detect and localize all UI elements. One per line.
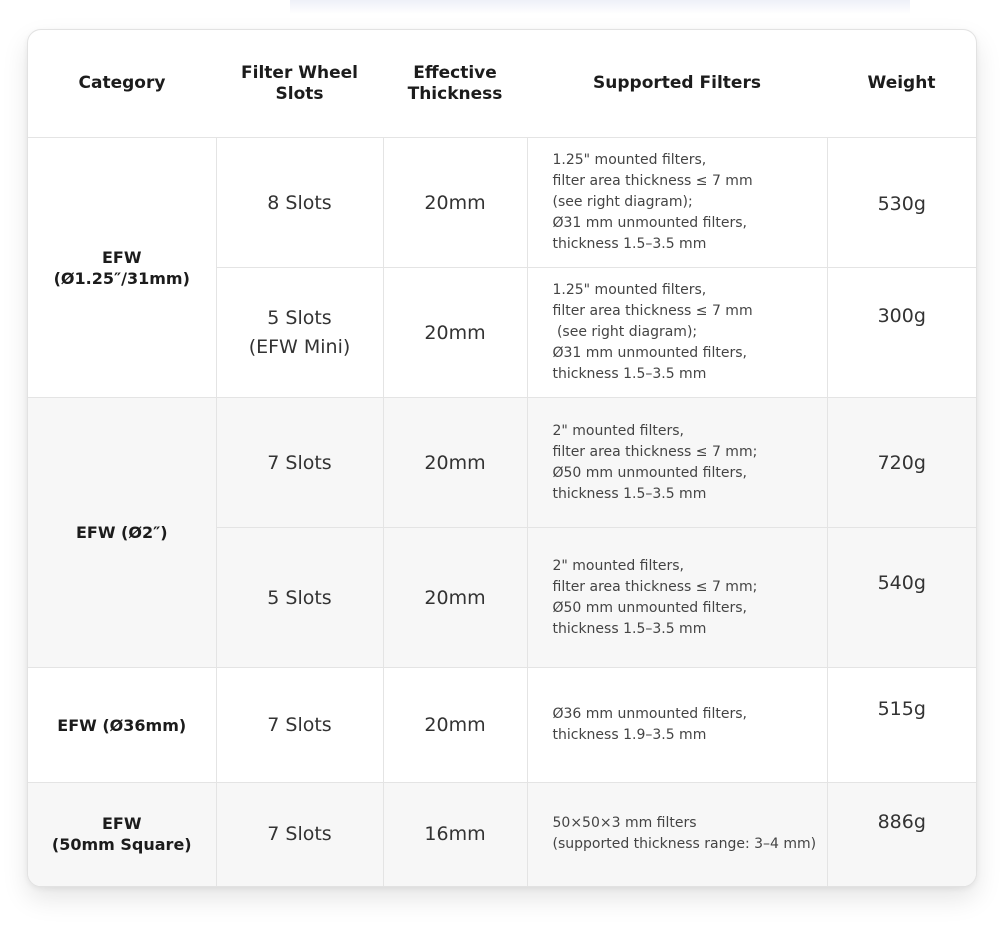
table-row: [28, 398, 976, 528]
table-row: [28, 783, 976, 886]
header-row: [28, 30, 976, 138]
slots-cell: 5 Slots: [216, 528, 383, 668]
weight-cell: 720g: [827, 398, 976, 528]
thickness-cell: 20mm: [383, 138, 527, 268]
slots-cell: 7 Slots: [216, 668, 383, 783]
thickness-cell: 20mm: [383, 668, 527, 783]
header-weight: Weight: [827, 30, 976, 138]
weight-cell: 886g: [827, 783, 976, 886]
weight-cell: 530g: [827, 138, 976, 268]
slots-cell: 5 Slots (EFW Mini): [216, 268, 383, 398]
slots-cell: 7 Slots: [216, 398, 383, 528]
filter-wheel-spec-table: [28, 30, 976, 886]
category-cell: EFW (50mm Square): [28, 783, 216, 886]
slots-cell: 7 Slots: [216, 783, 383, 886]
header-thickness: Effective Thickness: [383, 30, 527, 138]
table-row: [28, 668, 976, 783]
top-fade-decoration: [290, 0, 910, 14]
category-cell: EFW (Ø36mm): [28, 668, 216, 783]
category-cell: EFW (Ø1.25″/31mm): [28, 138, 216, 398]
weight-cell: 300g: [827, 268, 976, 398]
slots-cell: 8 Slots: [216, 138, 383, 268]
header-filters: Supported Filters: [527, 30, 827, 138]
spec-table-card: [27, 29, 977, 887]
filters-cell: 50×50×3 mm filters (supported thickness range: 3–4 mm): [527, 783, 827, 886]
table-row: [28, 138, 976, 268]
filters-cell: 1.25" mounted filters, filter area thickness ≤ 7 mm (see right diagram); Ø31 mm unmounted filters, thickness 1.5–3.5 mm: [527, 138, 827, 268]
category-cell: EFW (Ø2″): [28, 398, 216, 668]
weight-cell: 515g: [827, 668, 976, 783]
weight-cell: 540g: [827, 528, 976, 668]
thickness-cell: 16mm: [383, 783, 527, 886]
filters-cell: 2" mounted filters, filter area thickness ≤ 7 mm; Ø50 mm unmounted filters, thickness 1.5–3.5 mm: [527, 528, 827, 668]
thickness-cell: 20mm: [383, 528, 527, 668]
header-category: Category: [28, 30, 216, 138]
thickness-cell: 20mm: [383, 398, 527, 528]
filters-cell: Ø36 mm unmounted filters, thickness 1.9–3.5 mm: [527, 668, 827, 783]
header-slots: Filter Wheel Slots: [216, 30, 383, 138]
filters-cell: 1.25" mounted filters, filter area thickness ≤ 7 mm (see right diagram); Ø31 mm unmounted filters, thickness 1.5–3.5 mm: [527, 268, 827, 398]
thickness-cell: 20mm: [383, 268, 527, 398]
filters-cell: 2" mounted filters, filter area thickness ≤ 7 mm; Ø50 mm unmounted filters, thickness 1.5–3.5 mm: [527, 398, 827, 528]
